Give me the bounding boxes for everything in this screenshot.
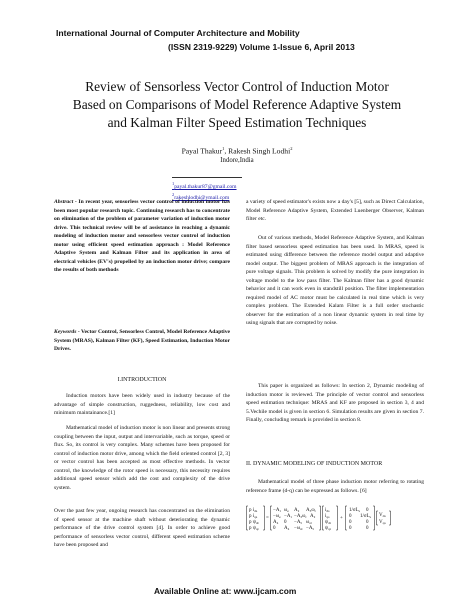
svg-text:A₃ωr: $A_3\omega_r$ xyxy=(306,508,316,513)
email-separator xyxy=(172,177,242,178)
svg-text:A₄: A₄ xyxy=(284,526,290,531)
right-paragraph-1 xyxy=(246,198,424,224)
intro-heading: I.INTRODUCTION xyxy=(117,377,167,383)
email-1-sup: 1 xyxy=(172,181,175,186)
intro-p3-text: Over the past few year, ongoing research has concentrated on the elimination of speed sensor at the machine shaft without deteriorating the dynamic performance of the drive control system [4]. In order to achieve good performance of sensorless vector control, different speed estimation scheme have been proposed and xyxy=(54,508,230,548)
svg-text:0: 0 xyxy=(366,520,369,525)
svg-text:0: 0 xyxy=(284,520,287,525)
svg-text:p ψdr: p $\psi_{dr}$ xyxy=(249,520,259,525)
author-2-sup: 2 xyxy=(290,146,293,151)
authors xyxy=(0,146,474,156)
svg-text:0: 0 xyxy=(349,514,352,519)
author-1: Payal Thakur xyxy=(181,146,223,156)
abstract-label: Abstract xyxy=(54,199,74,205)
email-1: payal.thakur87@gmail.com xyxy=(174,183,237,190)
svg-text:ids: $i_{ds}$ xyxy=(325,508,330,513)
email-2: rakeshlodhi@ymail.com xyxy=(174,194,230,201)
keywords-text: - Vector Control, Sensorless Control, Model Reference Adaptive System (MRAS), Kalman Filter (KF), Speed Estimation, Induction Motor Drives. xyxy=(54,329,231,352)
right-p3-text: This paper is organized as follows: In section 2, Dynamic modeling of induction motor is reviewed. The principle of vector control and sensorless speed estimation technique: MRAS and KF are proposed in section 3, 4 and 5.Vechile model is given in section 6. Simulation results are given in section 7. Finally, concluding remark is provided in section 8. xyxy=(246,383,424,423)
right-p2-text: Out of various methods, Model Reference Adaptive System, and Kalman filter based sensorless speed estimation has been used. In MRAS, speed is estimated using difference between the reference model output and adaptive model output. The biggest problem of MRAS approach is the integration of pure voltage signals. This problem is solved by modify the pure integration in voltage model to the low pass filter. The Kalman filter has a good dynamic behavior and it can work even in standstill position. The filter implementation required model of AC motor must be calculated in real time which is very complex problem. The Extended Kalam Filter is a full order stochastic observer for the estimation of a non linear dynamic system in real time by using signals that are corrupted by noise. xyxy=(246,235,424,326)
intro-paragraph-3 xyxy=(54,507,230,550)
intro-paragraph-2 xyxy=(54,424,230,492)
keywords-block xyxy=(54,328,230,354)
right-p1-text: a variety of speed estimator's exists now a day's [5], such as Direct Calculation, Model Reference Adaptive System, Extended Luenberger Observer, Kalman filter etc. xyxy=(246,199,424,222)
section-2-heading: II. DYNAMIC MODELING OF INDUCTION MOTOR xyxy=(246,461,383,467)
author-2: , Rakesh Singh Lodhi xyxy=(224,146,291,156)
svg-text:0: 0 xyxy=(366,508,369,513)
svg-text:−A₅: −A₅ xyxy=(294,520,303,525)
svg-text:A₂: A₂ xyxy=(294,508,300,513)
svg-text:1/σLs: $1/\sigma L_s$ xyxy=(360,514,372,519)
svg-text:ωsl: $\omega_{sl}$ xyxy=(306,520,312,525)
svg-text:iqs: $i_{qs}$ xyxy=(325,514,330,519)
svg-text:+: + xyxy=(340,516,343,521)
svg-text:0: 0 xyxy=(349,526,352,531)
right-paragraph-3 xyxy=(246,382,424,425)
svg-text:Vds: $V_{ds}$ xyxy=(379,513,386,518)
affiliation: Indore,India xyxy=(220,157,254,164)
svg-text:p ψqr: p $\psi_{qr}$ xyxy=(249,526,259,531)
svg-text:−ωe: $-\omega_e$ xyxy=(273,514,281,519)
title-line-3: and Kalman Filter Speed Estimation Techniques xyxy=(107,115,367,130)
equation-graphic xyxy=(246,503,424,533)
svg-text:1/σLs: $1/\sigma L_s$ xyxy=(349,508,361,513)
svg-text:ψqr: $\psi_{qr}$ xyxy=(325,526,332,531)
svg-text:ψdr: $\psi_{dr}$ xyxy=(325,520,332,525)
intro-paragraph-1 xyxy=(54,392,230,418)
journal-name: International Journal of Computer Architecture and Mobility xyxy=(56,28,300,38)
right-paragraph-2 xyxy=(246,234,424,328)
svg-text:A₂: A₂ xyxy=(310,514,316,519)
svg-text:0: 0 xyxy=(366,526,369,531)
svg-text:p iqs: p $i_{qs}$ xyxy=(249,514,258,519)
svg-text:ωe: $\omega_e$ xyxy=(284,508,289,513)
svg-text:0: 0 xyxy=(273,526,276,531)
title-line-1: Review of Sensorless Vector Control of Induction Motor xyxy=(85,79,389,94)
intro-p1-text: Induction motors have been widely used in industry because of the advantage of simple construction, ruggedness, reliability, low cost and minimum maintainance.[1] xyxy=(54,393,230,416)
journal-issn-line: (ISSN 2319-9229) Volume 1-Issue 6, April 2013 xyxy=(168,42,355,52)
svg-text:−A₁: −A₁ xyxy=(284,514,293,519)
section-2-paragraph xyxy=(246,478,424,495)
title-line-2: Based on Comparisons of Model Reference Adaptive System xyxy=(72,97,402,112)
svg-text:A₄: A₄ xyxy=(273,520,279,525)
paper-title xyxy=(40,78,434,132)
svg-text:−ωsl: $-\omega_{sl}$ xyxy=(294,526,303,531)
section-2-text: Mathematical model of three phase induction motor referring to rotating reference frame (d-q) can be expressed as follows. [6] xyxy=(246,479,424,494)
abstract-block xyxy=(54,198,230,275)
email-link-1[interactable] xyxy=(172,180,237,191)
svg-text:−A₅: −A₅ xyxy=(306,526,315,531)
intro-p2-text: Mathematical model of induction motor is non linear and presents strong coupling between the input, output and intervariable, such as torque, speed or flux. So, its control is very complex. Many schemes have been proposed for control of induction motor drive, among which the field oriented control [2, 3] or vector control has been accepted as most effective methods. In vector control, the knowledge of the rotor speed is necessary, this necessity requires additional speed sensor which add the cost and complexity of the drive system. xyxy=(54,425,230,491)
email-2-sup: 2 xyxy=(172,191,175,197)
svg-text:0: 0 xyxy=(349,520,352,525)
state-space-equation xyxy=(246,503,424,531)
svg-text:=: = xyxy=(266,516,269,521)
author-1-sup: 1 xyxy=(222,146,225,151)
footer-availability: Available Online at: www.ijcam.com xyxy=(154,586,297,596)
svg-text:−A₃ωr: $-A_3\omega_r$ xyxy=(294,514,307,519)
abstract-text: - In recent year, sensorless vector control of induction motor has been most popular research topic. Continuing research has to concentrate on elimination of the problem of parameter variation of induction motor drive. This technical review will be of assistance in reaching a dynamic modeling of induction motor and sensorless vector control of induction motor using efficient speed estimation approach : Model Reference Adaptive System and Kalman Filter and its application in area of electrical vehicles (EV's) propelled by an induction motor drive; compare the results of both methods xyxy=(54,199,230,273)
svg-text:−A₁: −A₁ xyxy=(273,508,282,513)
svg-text:Vqs: $V_{qs}$ xyxy=(379,520,386,525)
svg-text:p ids: p $i_{ds}$ xyxy=(249,508,258,513)
keywords-label: Keywords xyxy=(54,329,77,335)
